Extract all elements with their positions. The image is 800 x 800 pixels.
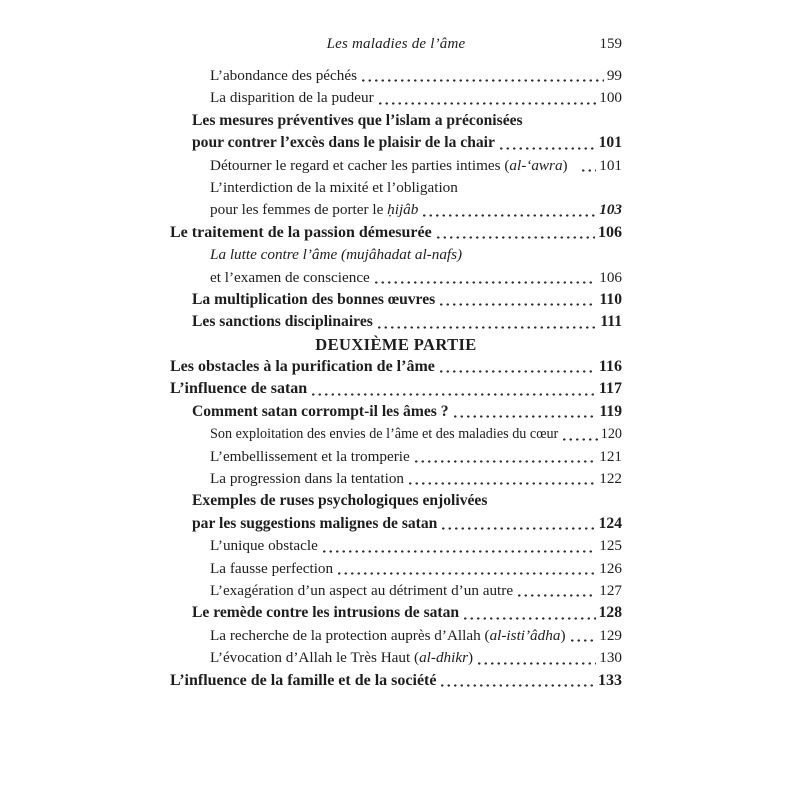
dot-leader	[360, 65, 604, 87]
section-heading: DEUXIÈME PARTIE	[315, 334, 477, 354]
entry-title-segment: Son exploitation des envies de l’âme et des maladies du cœur	[210, 426, 559, 443]
page-number: 101	[598, 134, 622, 152]
page-number: 103	[599, 201, 622, 219]
page-number: 133	[598, 671, 622, 689]
entry-title	[192, 602, 459, 624]
entry-title	[192, 490, 487, 512]
dot-leader	[516, 580, 596, 602]
toc-entry	[170, 490, 622, 512]
entry-title-segment: L’unique obstacle	[210, 537, 318, 555]
page-number: 111	[600, 313, 622, 331]
entry-title	[192, 132, 495, 154]
entry-title-segment: L’influence de satan	[170, 380, 308, 398]
dot-leader	[421, 199, 596, 221]
dot-leader	[569, 625, 597, 647]
page-header	[170, 36, 622, 56]
entry-title-segment: Le traitement de la passion démesurée	[170, 223, 432, 241]
toc-entry	[170, 446, 622, 468]
entry-title-segment: L’interdiction de la mixité et l’obligation	[210, 178, 458, 196]
entry-title	[170, 222, 432, 244]
toc-entry	[170, 625, 622, 647]
entry-title	[210, 177, 458, 199]
dot-leader	[439, 670, 595, 692]
page-number: 127	[599, 581, 622, 599]
entry-title-segment: L’évocation d’Allah le Très Haut (	[210, 649, 420, 667]
entry-title-segment: Comment satan corrompt-il les âmes ?	[192, 402, 449, 420]
dot-leader	[561, 423, 597, 445]
entry-title-segment: Les obstacles à la purification de l’âme	[170, 358, 435, 376]
dot-leader	[376, 311, 598, 333]
dot-leader	[452, 401, 597, 423]
dot-leader	[373, 267, 596, 289]
toc-entry	[170, 468, 622, 490]
entry-title-segment: L’exagération d’un aspect au détriment d’un autre	[210, 581, 514, 599]
table-of-contents	[170, 65, 622, 692]
entry-title-segment: Les mesures préventives que l’islam a préconisées	[192, 111, 523, 129]
entry-title-segment: La multiplication des bonnes œuvres	[192, 290, 436, 308]
entry-title	[210, 267, 370, 289]
toc-entry	[170, 155, 622, 177]
toc-entry	[170, 289, 622, 311]
entry-title-segment: Exemples de ruses psychologiques enjolivées	[192, 492, 488, 510]
entry-title	[210, 558, 333, 580]
entry-title	[192, 110, 523, 132]
toc-entry	[170, 602, 622, 624]
toc-entry	[170, 535, 622, 557]
toc-entry	[170, 401, 622, 423]
entry-title-segment: pour les femmes de porter le	[210, 201, 388, 219]
page-number: 126	[599, 559, 622, 577]
toc-entry	[170, 87, 622, 109]
entry-title	[210, 535, 318, 557]
page-number: 125	[599, 537, 622, 555]
toc-entry	[170, 513, 622, 535]
page-number: 99	[606, 67, 622, 84]
toc-entry	[170, 222, 622, 244]
toc-entry	[170, 311, 622, 333]
entry-title	[192, 513, 437, 535]
dot-leader	[438, 356, 596, 378]
entry-title	[210, 87, 374, 109]
page-number: 117	[598, 380, 622, 398]
entry-title-segment: L’influence de la famille et de la société	[170, 671, 437, 689]
entry-title	[170, 378, 307, 400]
dot-leader	[438, 289, 596, 311]
dot-leader	[321, 535, 596, 557]
page-number: 121	[599, 447, 622, 465]
entry-title-italic-segment: ḥijâb	[387, 201, 419, 219]
page-number: 130	[599, 649, 622, 667]
page-number: 129	[599, 626, 622, 644]
dot-leader	[413, 446, 596, 468]
entry-title	[170, 356, 435, 378]
page-number: 100	[599, 89, 622, 107]
entry-title	[210, 647, 473, 669]
page-number: 124	[598, 514, 622, 532]
toc-entry	[170, 244, 622, 266]
entry-title	[210, 65, 357, 87]
page-number: 120	[600, 426, 622, 443]
entry-title-segment: Les sanctions disciplinaires	[192, 313, 373, 331]
entry-title	[210, 244, 462, 266]
entry-title	[210, 155, 568, 177]
entry-title	[210, 580, 513, 602]
text-block	[170, 36, 622, 692]
page-number: 101	[599, 156, 622, 174]
entry-title-segment: La fausse perfection	[210, 559, 334, 577]
page-number: 106	[599, 268, 622, 286]
dot-leader	[336, 558, 596, 580]
entry-title-segment: )	[560, 626, 566, 644]
entry-title-segment: et l’examen de conscience	[210, 268, 370, 286]
entry-title-segment: Détourner le regard et cacher les parties intimes (	[210, 156, 510, 174]
dot-leader	[498, 132, 596, 154]
page-number: 110	[599, 290, 622, 308]
page-number: 119	[599, 402, 622, 420]
entry-title-segment: Le remède contre les intrusions de satan	[192, 604, 460, 622]
page-number: 116	[598, 358, 622, 376]
entry-title	[192, 311, 373, 333]
entry-title-segment: L’embellissement et la tromperie	[210, 447, 410, 465]
page-number: 122	[599, 470, 622, 488]
dot-leader	[407, 468, 596, 490]
entry-title-segment: par les suggestions malignes de satan	[192, 514, 438, 532]
toc-entry	[170, 378, 622, 400]
entry-title	[210, 625, 566, 647]
entry-title-segment: La disparition de la pudeur	[210, 89, 374, 107]
toc-entry	[170, 423, 622, 445]
toc-entry	[170, 356, 622, 378]
entry-title	[210, 468, 404, 490]
entry-title	[210, 423, 558, 445]
dot-leader	[580, 155, 597, 177]
toc-entry	[170, 177, 622, 199]
toc-entry	[170, 65, 622, 87]
dot-leader	[462, 602, 596, 624]
entry-title-segment: La progression dans la tentation	[210, 470, 405, 488]
entry-title-italic-segment: La lutte contre l’âme (mujâhadat al-nafs)	[210, 246, 463, 264]
dot-leader	[435, 222, 595, 244]
entry-title-segment: La recherche de la protection auprès d’Allah (	[210, 626, 490, 644]
toc-entry	[170, 558, 622, 580]
entry-title-italic-segment: al-isti’âdha	[489, 626, 561, 644]
toc-entry	[170, 580, 622, 602]
toc-entry	[170, 132, 622, 154]
entry-title	[170, 670, 436, 692]
dot-leader	[476, 647, 596, 669]
entry-title	[192, 289, 435, 311]
dot-leader	[377, 87, 597, 109]
page-number: 106	[598, 223, 622, 241]
toc-entry	[170, 199, 622, 221]
running-title: Les maladies de l’âme	[326, 36, 466, 52]
entry-title	[210, 199, 418, 221]
page-number: 128	[598, 604, 622, 622]
toc-entry	[170, 110, 622, 132]
entry-title	[210, 446, 410, 468]
entry-title-italic-segment: al-dhikr	[419, 649, 469, 667]
entry-title	[192, 401, 449, 423]
entry-title-segment: L’abondance des péchés	[210, 67, 358, 84]
entry-title-segment: pour contrer l’excès dans le plaisir de la chair	[192, 134, 495, 152]
toc-entry	[170, 647, 622, 669]
folio-page-number: 159	[599, 36, 622, 52]
dot-leader	[440, 513, 595, 535]
entry-title-segment: )	[562, 156, 568, 174]
toc-entry	[170, 670, 622, 692]
entry-title-segment: )	[468, 649, 474, 667]
toc-entry	[170, 267, 622, 289]
dot-leader	[310, 378, 596, 400]
entry-title-italic-segment: al-‘awra	[509, 156, 563, 174]
